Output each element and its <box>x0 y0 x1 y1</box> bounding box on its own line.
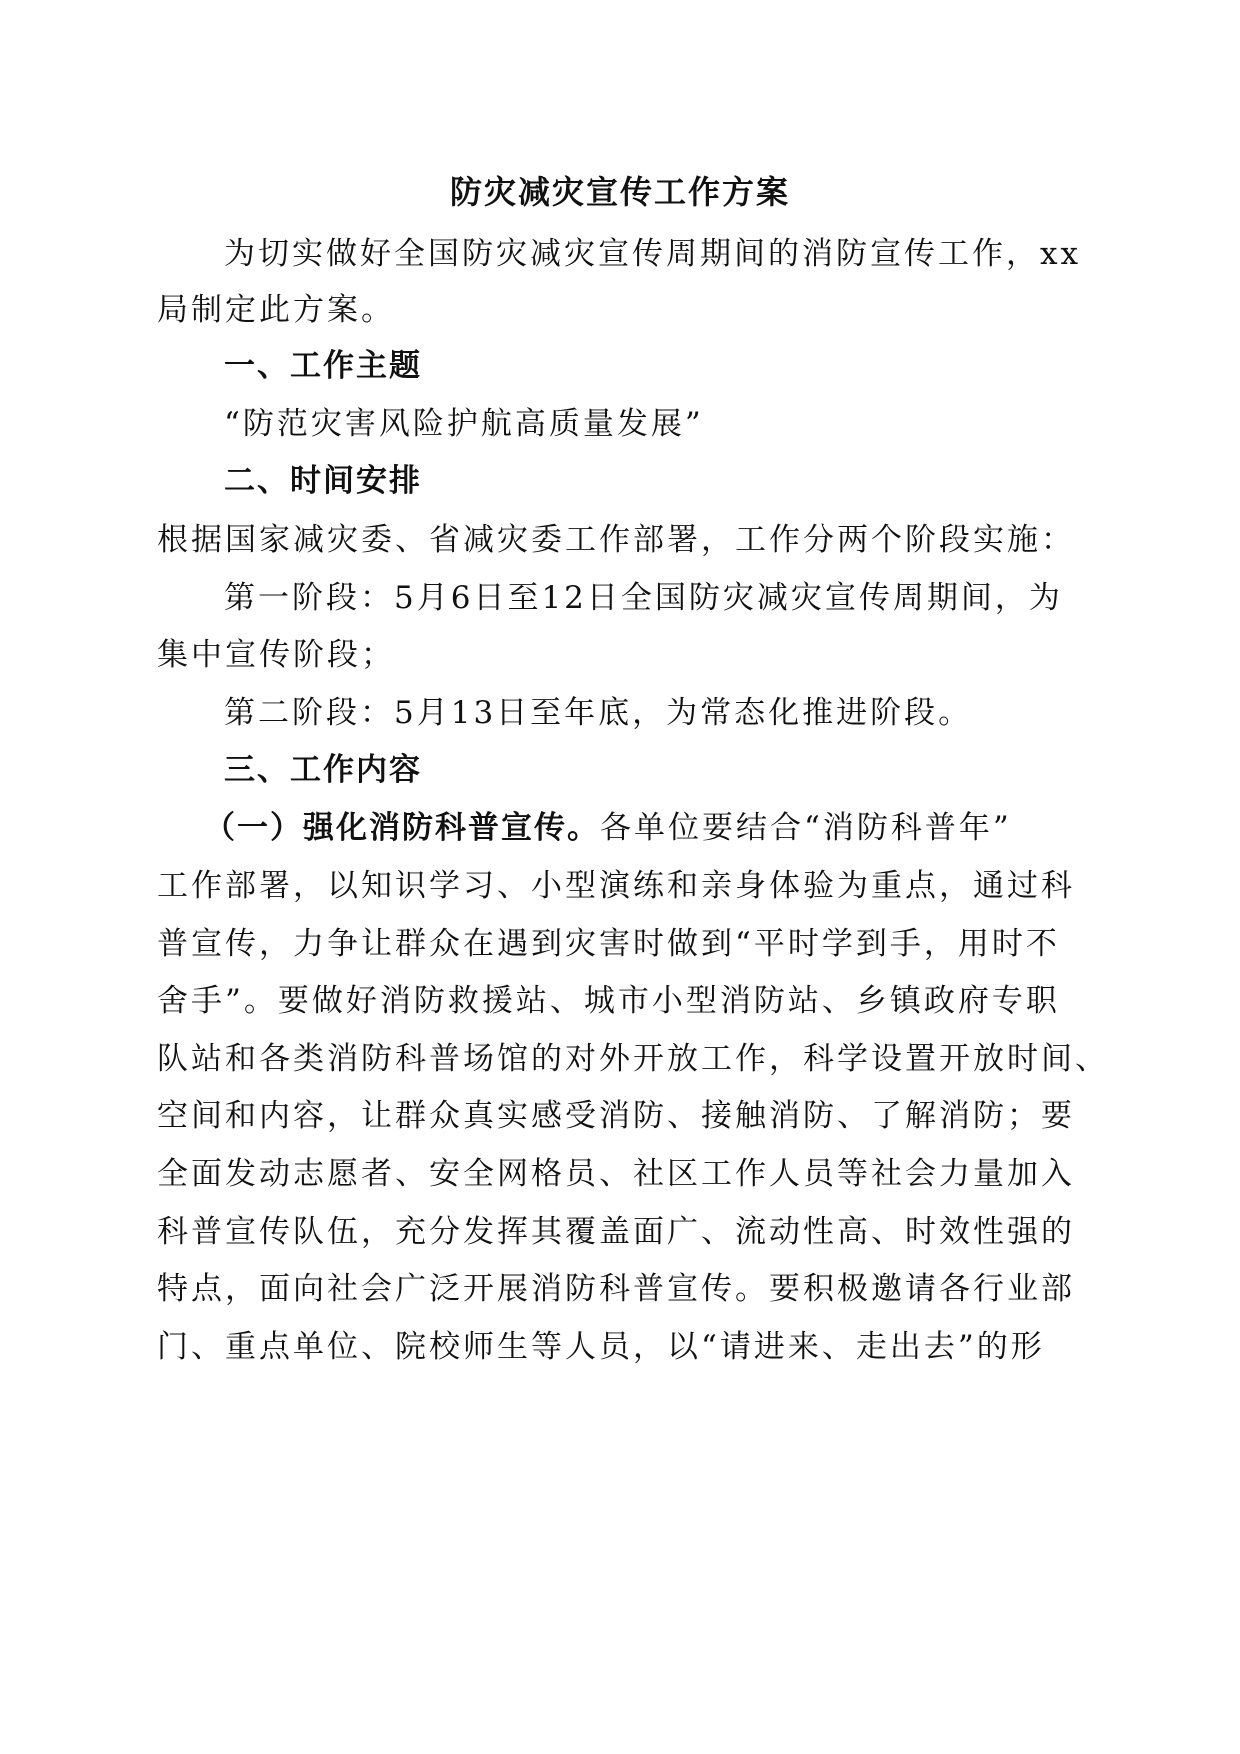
body-line: 工作部署，以知识学习、小型演练和亲身体验为重点，通过科 <box>157 868 1075 904</box>
phase-1-line-1: 第一阶段：5月6日至12日全国防灾减灾宣传周期间，为 <box>224 580 1063 616</box>
section-3-heading: 三、工作内容 <box>224 752 422 788</box>
body-line: 全面发动志愿者、安全网格员、社区工作人员等社会力量加入 <box>157 1156 1075 1192</box>
phase-1-line-2: 集中宣传阶段； <box>157 637 395 673</box>
work-theme-text: “防范灾害风险护航高质量发展” <box>224 406 704 442</box>
phase-2-text: 第二阶段：5月13日至年底，为常态化推进阶段。 <box>224 695 973 731</box>
item-1-title: （一）强化消防科普宣传。 <box>204 810 600 846</box>
schedule-basis-text: 根据国家减灾委、省减灾委工作部署，工作分两个阶段实施： <box>157 522 1075 558</box>
body-line: 空间和内容，让群众真实感受消防、接触消防、了解消防；要 <box>157 1098 1075 1134</box>
item-1-lead: 各单位要结合“消防科普年” <box>600 810 1012 846</box>
section-2-heading: 二、时间安排 <box>224 463 422 499</box>
body-line: 门、重点单位、院校师生等人员，以“请进来、走出去”的形 <box>157 1329 1045 1365</box>
item-1-paragraph-start <box>204 808 1012 848</box>
intro-line-2: 局制定此方案。 <box>157 292 395 328</box>
body-line: 科普宣传队伍，充分发挥其覆盖面广、流动性高、时效性强的 <box>157 1214 1075 1250</box>
intro-line-1: 为切实做好全国防灾减灾宣传周期间的消防宣传工作，xx <box>224 236 1081 272</box>
body-line: 队站和各类消防科普场馆的对外开放工作，科学设置开放时间、 <box>157 1041 1109 1077</box>
body-line: 舍手”。要做好消防救援站、城市小型消防站、乡镇政府专职 <box>157 983 1060 1019</box>
body-line: 普宣传，力争让群众在遇到灾害时做到“平时学到手，用时不 <box>157 926 1060 962</box>
section-1-heading: 一、工作主题 <box>224 348 422 384</box>
document-title: 防灾减灾宣传工作方案 <box>449 173 790 211</box>
body-line: 特点，面向社会广泛开展消防科普宣传。要积极邀请各行业部 <box>157 1271 1075 1307</box>
